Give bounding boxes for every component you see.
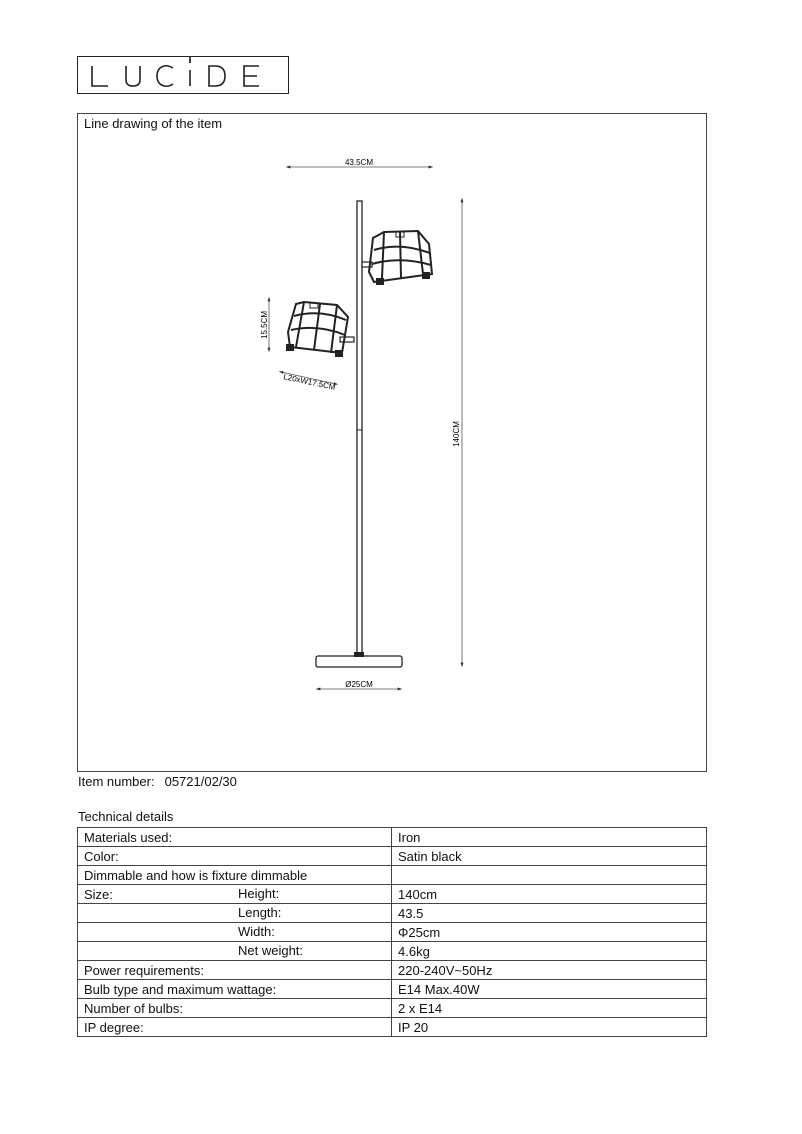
- shade-size-dimension-label: L20xW17.5CM: [282, 372, 337, 392]
- upper-cage-shade: [362, 231, 432, 284]
- spec-label-cell: [78, 999, 392, 1018]
- spec-label-cell: [78, 866, 392, 885]
- spec-label: Dimmable and how is fixture dimmable: [84, 867, 308, 883]
- spec-value: 43.5: [392, 904, 707, 923]
- spec-label: Size:: [84, 886, 113, 902]
- item-number: [78, 774, 237, 789]
- spec-sublabel: Height:: [238, 886, 280, 901]
- table-row: [78, 828, 707, 847]
- table-row: [78, 980, 707, 999]
- logo-graphic: [78, 57, 290, 95]
- spec-sublabel: Width:: [238, 924, 275, 939]
- spec-label-cell: [78, 828, 392, 847]
- table-row: [78, 999, 707, 1018]
- height-dimension-label: 140CM: [452, 421, 461, 447]
- spec-label-cell: [78, 923, 392, 942]
- lamp-base: [316, 656, 402, 667]
- spec-value: IP 20: [392, 1018, 707, 1037]
- item-number-value: 05721/02/30: [164, 774, 237, 789]
- spec-label-cell: [78, 942, 392, 961]
- spec-value: Iron: [392, 828, 707, 847]
- spec-value: E14 Max.40W: [392, 980, 707, 999]
- table-row: [78, 885, 707, 904]
- table-row: [78, 1018, 707, 1037]
- table-row: [78, 961, 707, 980]
- spec-label-cell: [78, 885, 392, 904]
- floor-lamp-drawing: [78, 114, 708, 773]
- table-row: [78, 942, 707, 961]
- line-drawing-box: [77, 113, 707, 772]
- technical-details-table: [77, 827, 707, 1037]
- drawing-caption: Line drawing of the item: [84, 116, 223, 131]
- spec-value: Satin black: [392, 847, 707, 866]
- spec-label-cell: [78, 961, 392, 980]
- spec-label: IP degree:: [84, 1019, 144, 1035]
- table-row: [78, 923, 707, 942]
- lower-cage-shade: [287, 302, 354, 356]
- lamp-pole: [357, 201, 362, 653]
- spec-label: Number of bulbs:: [84, 1000, 183, 1016]
- base-dimension-label: Ø25CM: [345, 680, 373, 689]
- technical-details-title: Technical details: [78, 809, 174, 824]
- table-row: [78, 904, 707, 923]
- spec-label: Bulb type and maximum wattage:: [84, 981, 277, 997]
- spec-label-cell: [78, 1018, 392, 1037]
- spec-value: Φ25cm: [392, 923, 707, 942]
- spec-label: Materials used:: [84, 829, 173, 845]
- table-row: [78, 847, 707, 866]
- spec-value: 2 x E14: [392, 999, 707, 1018]
- spec-label-cell: [78, 980, 392, 999]
- table-row: [78, 866, 707, 885]
- spec-value: 140cm: [392, 885, 707, 904]
- spec-value: [392, 866, 707, 885]
- spec-value: 220-240V~50Hz: [392, 961, 707, 980]
- item-number-label: Item number:: [78, 774, 155, 789]
- spec-sublabel: Length:: [238, 905, 282, 920]
- spec-label-cell: [78, 847, 392, 866]
- spec-value: 4.6kg: [392, 942, 707, 961]
- spec-label-cell: [78, 904, 392, 923]
- width-dimension-label: 43.5CM: [344, 158, 374, 167]
- spec-label: Color:: [84, 848, 119, 864]
- spec-sublabel: Net weight:: [238, 943, 304, 958]
- spec-label: Power requirements:: [84, 962, 204, 978]
- lucide-logo: [77, 56, 289, 94]
- shade-height-dimension-label: 15.5CM: [260, 310, 269, 340]
